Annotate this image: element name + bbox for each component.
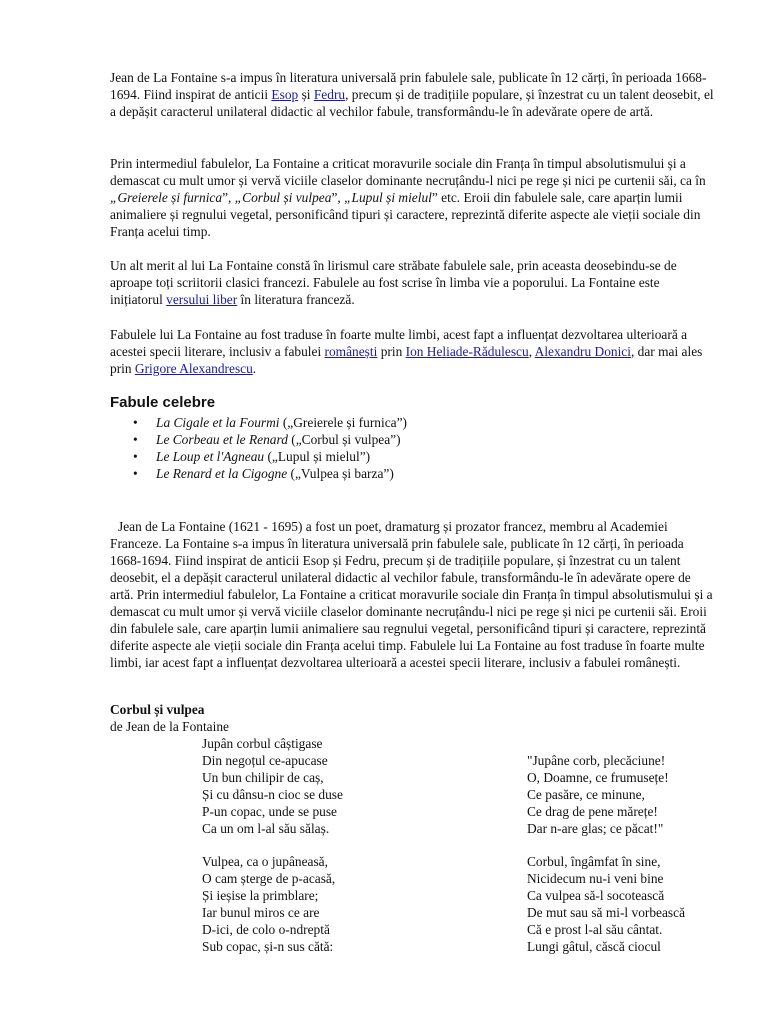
- text-run: prin: [377, 344, 406, 359]
- text-run: .: [252, 361, 257, 376]
- text-run: ,: [528, 344, 535, 359]
- poem-stanza-2-left: [202, 853, 335, 955]
- poem-title: Corbul și vulpea: [110, 702, 205, 717]
- paragraph-lyricism: [110, 257, 714, 308]
- paragraph-translations: [110, 326, 714, 377]
- link-esop[interactable]: Esop: [271, 87, 299, 102]
- fable-title-ro: („Corbul și vulpea”): [287, 432, 401, 447]
- poem-line: Lungi gâtul, căscă ciocul: [527, 939, 661, 954]
- text-run: Jean de La Fontaine s-a impus în literatura universală prin fabulele sale, publicate în 12 cărți, în perioada 1668-1694. Fiind inspirat de anticii: [110, 70, 707, 102]
- poem-line: Un bun chilipir de caș,: [202, 770, 324, 785]
- poem-stanza-1-left: [202, 735, 343, 837]
- poem-line: Nicidecum nu-i veni bine: [527, 871, 664, 886]
- fables-list: [110, 414, 714, 482]
- text-run: , precum și de tradițiile populare, și înzestrat cu un talent deosebit, el a depășit caracterul unilateral didactic al vechilor fabule, transformându-le în adevărate opere de artă.: [110, 87, 714, 119]
- poem-line: P-un copac, unde se puse: [202, 804, 337, 819]
- fable-title-fr: La Cigale et la Fourmi: [156, 415, 280, 430]
- fable-title-ro: („Lupul și mielul”): [264, 449, 371, 464]
- text-run: ”,: [222, 190, 235, 205]
- text-run: ”,: [331, 190, 345, 205]
- poem-line: Ca un om l-al său sălaș.: [202, 821, 330, 836]
- poem-stanza-1-right: [527, 752, 669, 837]
- poem-line: O cam șterge de p-acasă,: [202, 871, 336, 886]
- poem-line: Dar n-are glas; ce păcat!": [527, 821, 664, 836]
- text-run: Prin intermediul fabulelor, La Fontaine a criticat moravurile sociale din Franța în timpul absolutismului și a demascat cu mult umor și vervă viciile claselor dominante necruțându-l nici pe rege și nici pe curtenii săi, ca în: [110, 156, 706, 188]
- bullet-icon: •: [133, 449, 138, 464]
- poem-line: Și cu dânsu-n cioc se duse: [202, 787, 343, 802]
- poem-line: Că e prost l-al său cântat.: [527, 922, 663, 937]
- poem-line: Iar bunul miros ce are: [202, 905, 320, 920]
- paragraph-criticism: [110, 155, 714, 240]
- poem-line: O, Doamne, ce frumusețe!: [527, 770, 669, 785]
- text-run: și: [298, 87, 314, 102]
- poem-line: Sub copac, și-n sus cătă:: [202, 939, 334, 954]
- fable-title-fr: Le Corbeau et le Renard: [156, 432, 288, 447]
- poem-line: D-ici, de colo o-ndreptă: [202, 922, 330, 937]
- bullet-icon: •: [133, 466, 138, 481]
- fable-title-lupul: „Lupul și mielul: [344, 190, 432, 205]
- poem-line: "Jupâne corb, plecăciune!: [527, 753, 666, 768]
- link-versului-liber[interactable]: versului liber: [166, 292, 238, 307]
- link-fedru[interactable]: Fedru: [313, 87, 346, 102]
- fable-title-ro: („Vulpea și barza”): [287, 466, 394, 481]
- fable-title-ro: („Greierele și furnica”): [279, 415, 407, 430]
- text-run: Un alt merit al lui La Fontaine constă în lirismul care străbate fabulele sale, prin aceasta deosebindu-se de aproape toți scriitorii clasici francezi. Fabulele au fost scrise în limba vie a poporului. La Fontaine este inițiatorul: [110, 258, 677, 307]
- list-item: [110, 431, 714, 448]
- fable-title-corbul: „Corbul și vulpea: [234, 190, 332, 205]
- link-heliade-radulescu[interactable]: Ion Heliade-Rădulescu: [405, 344, 529, 359]
- poem-stanza-2-right: [527, 853, 685, 955]
- fable-title-fr: Le Renard et la Cigogne: [156, 466, 288, 481]
- poem-line: Jupân corbul câștigase: [202, 736, 323, 751]
- poem-line: Vulpea, ca o jupâneasă,: [202, 854, 328, 869]
- poem-line: Corbul, îngâmfat în sine,: [527, 854, 661, 869]
- bullet-icon: •: [133, 415, 138, 430]
- poem-line: Ce pasăre, ce minune,: [527, 787, 645, 802]
- text-run: , dar mai ales prin: [110, 344, 703, 376]
- poem-line: De mut sau să mi-l vorbească: [527, 905, 686, 920]
- poem-author: de Jean de la Fontaine: [110, 719, 229, 734]
- section-heading: Fabule celebre: [110, 394, 216, 411]
- list-item: [110, 465, 714, 482]
- list-item: [110, 414, 714, 431]
- text-run: ” etc. Eroii din fabulele sale, care aparțin lumii animaliere și regnului vegetal, personificând tipuri și caractere, reprezintă diferite aspecte ale vieții sociale din Franța acelui timp.: [110, 190, 701, 239]
- poem-line: Ce drag de pene mărețe!: [527, 804, 658, 819]
- poem-line: Ca vulpea să-l socotească: [527, 888, 665, 903]
- paragraph-biography: Jean de La Fontaine (1621 - 1695) a fost un poet, dramaturg și prozator francez, membru al Academiei Franceze. La Fontaine s-a impus în literatura universală prin fabulele sale, publicate în 12 cărți, în perioada 1668-1694. Fiind inspirat de anticii Esop și Fedru, precum și de tradițiile populare, și înzestrat cu un talent deosebit, el a depășit caracterul unilateral didactic al vechilor fabule, transformându-le în adevărate opere de artă. Prin intermediul fabulelor, La Fontaine a criticat moravurile sociale din Franța în timpul absolutismului și a demascat cu mult umor și vervă viciile claselor dominante necruțându-l nici pe rege și nici pe curtenii săi. Eroii din fabulele sale, care aparțin lumii animaliere sau regnului vegetal, personificând tipuri și caractere, reprezintă diferite aspecte ale vieții sociale din Franța acelui timp. Fabulele lui La Fontaine au fost traduse în foarte multe limbi, iar acest fapt a influențat dezvoltarea ulterioară a acestei specii literare, inclusiv a fabulei românești.: [110, 519, 713, 670]
- link-alexandru-donici[interactable]: Alexandru Donici: [534, 344, 631, 359]
- paragraph-intro: [110, 69, 714, 120]
- poem-line: Din negoțul ce-apucase: [202, 753, 328, 768]
- link-grigore-alexandrescu[interactable]: Grigore Alexandrescu: [134, 361, 253, 376]
- fable-title-fr: Le Loup et l'Agneau: [156, 449, 265, 464]
- bullet-icon: •: [133, 432, 138, 447]
- fable-title-greierele: „Greierele și furnica: [110, 190, 223, 205]
- link-romanesti[interactable]: românești: [324, 344, 378, 359]
- text-run: Fabulele lui La Fontaine au fost traduse în foarte multe limbi, acest fapt a influențat dezvoltarea ulterioară a acestei specii literare, inclusiv a fabulei: [110, 327, 688, 359]
- poem-line: Și ieșise la primblare;: [202, 888, 319, 903]
- list-item: [110, 448, 714, 465]
- text-run: în literatura franceză.: [237, 292, 355, 307]
